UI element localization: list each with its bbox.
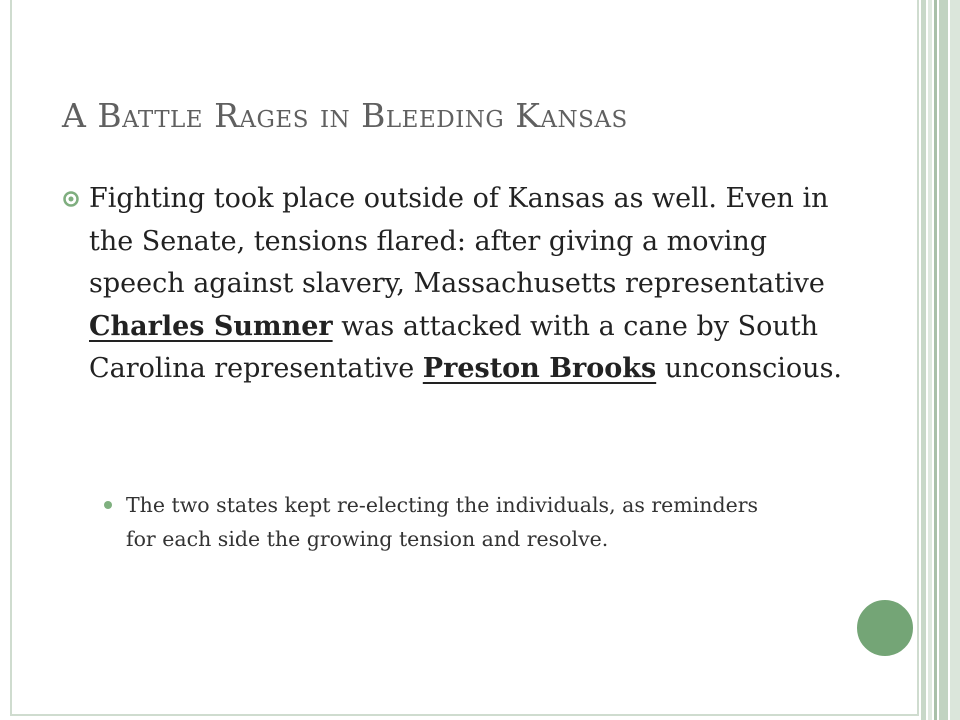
main-bullet <box>62 178 842 391</box>
side-stripe <box>934 0 937 720</box>
name-charles-sumner: Charles Sumner <box>89 310 333 342</box>
side-stripe <box>939 0 948 720</box>
swirl-bullet-icon <box>62 190 80 208</box>
main-bullet-part3: unconscious. <box>656 353 843 384</box>
decorative-green-circle <box>855 598 915 658</box>
main-bullet-part1: Fighting took place outside of Kansas as well. Even in the Senate, tensions flared: after giving a moving speech against slavery, Massachusetts representative <box>89 183 829 299</box>
side-stripe <box>921 0 926 720</box>
name-preston-brooks: Preston Brooks <box>422 353 657 384</box>
slide-title: A Battle Rages in Bleeding Kansas <box>62 96 628 135</box>
side-stripe <box>928 0 932 720</box>
main-bullet-text <box>89 178 842 391</box>
sub-bullet-text: The two states kept re-electing the individuals, as reminders for each side the growing tension and resolve. <box>126 493 759 551</box>
main-bullet-part2: was attacked with a cane by South Carolina representative <box>89 310 818 384</box>
sub-bullet <box>104 488 784 556</box>
dot-bullet-icon <box>104 501 112 509</box>
side-stripe <box>950 0 960 720</box>
